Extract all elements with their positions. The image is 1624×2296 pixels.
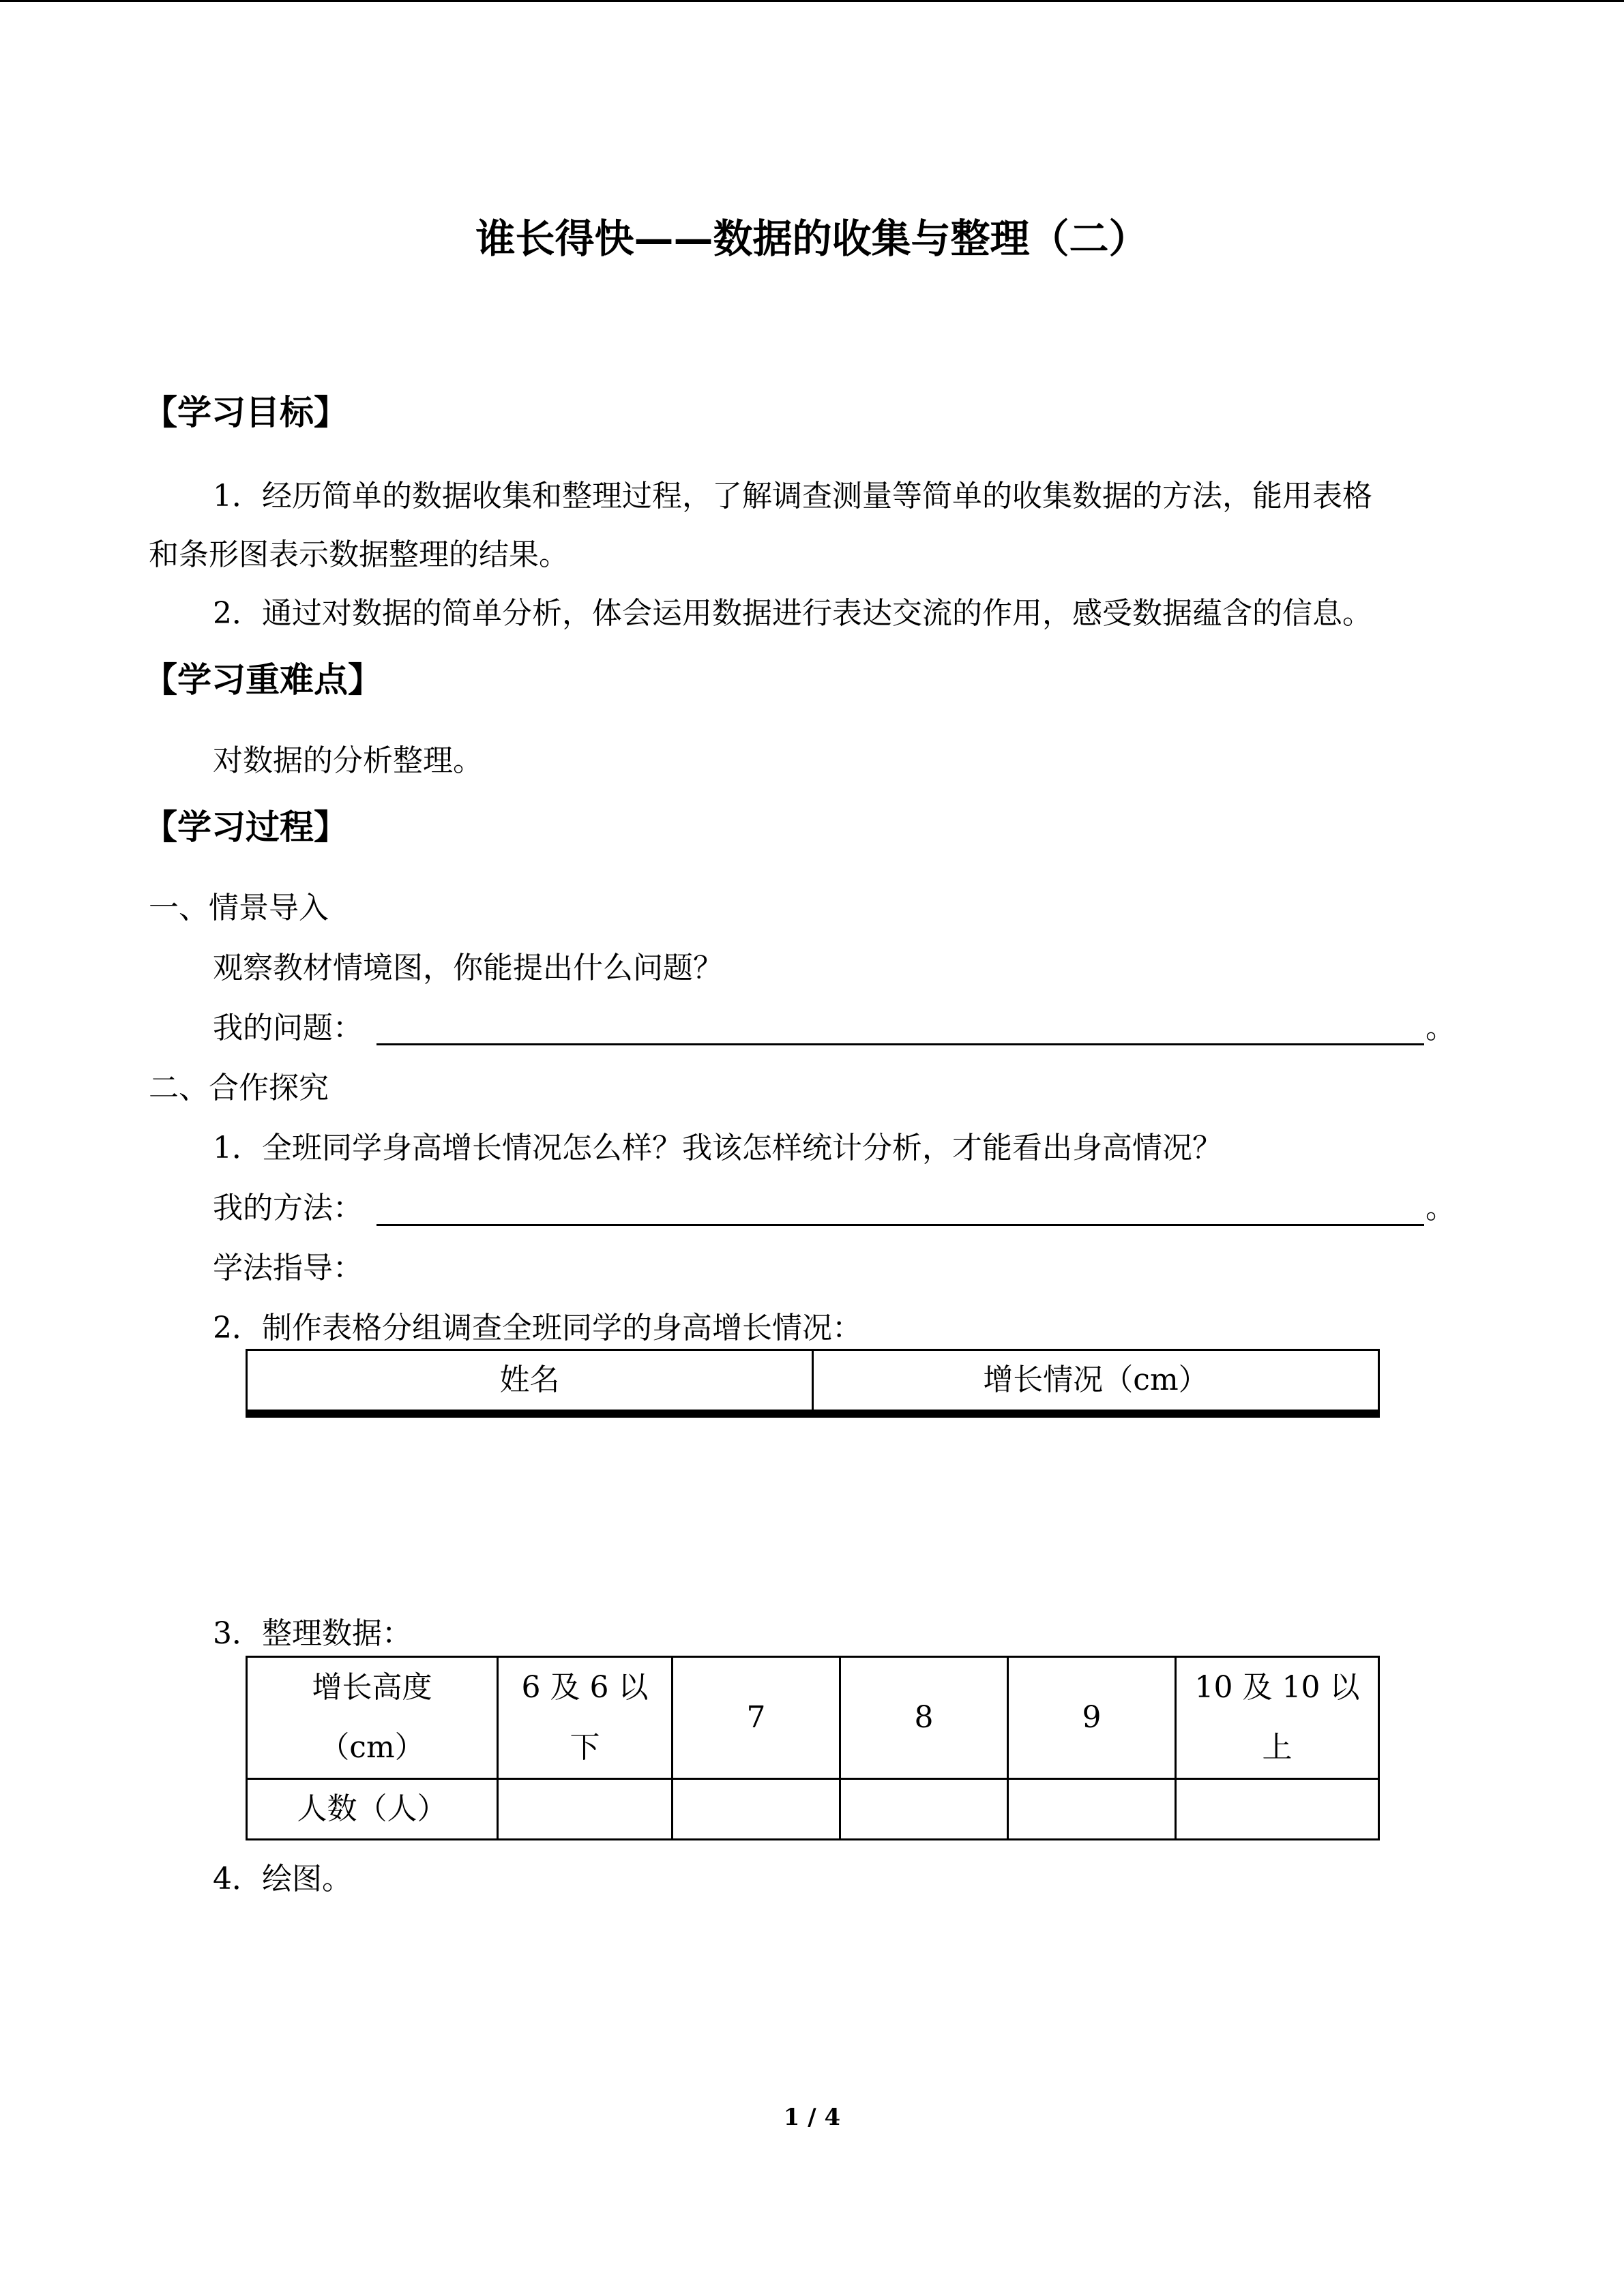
survey-cell-growth[interactable] [813,1415,1379,1417]
tally-count-cell[interactable] [498,1779,673,1840]
tally-header-col-1-line-1: 6 及 6 以 [521,1670,649,1705]
heading-objectives: 【学习目标】 [143,393,348,432]
tally-header-label [247,1657,498,1779]
tally-header-col-3: 8 [840,1657,1008,1779]
tally-count-cell[interactable] [1176,1779,1379,1840]
page-indicator: 1 / 4 [783,2104,841,2131]
table-row [247,1415,1379,1417]
tally-count-label: 人数（人） [247,1779,498,1840]
tally-header-col-5-line-2: 上 [1262,1730,1293,1765]
survey-table-header-row [247,1350,1379,1411]
top-border-rule [0,0,1624,2]
heading-key-points: 【学习重难点】 [143,660,382,700]
survey-table [246,1349,1380,1418]
tally-header-col-5 [1176,1657,1379,1779]
part2-question-1: 1．全班同学身高增长情况怎么样？我该怎样统计分析，才能看出身高情况？ [213,1131,1222,1165]
part2-question-4: 4．绘图。 [213,1862,352,1896]
tally-header-label-line-2: （cm） [319,1730,425,1765]
survey-cell-name[interactable] [247,1415,813,1417]
objective-1-line-2: 和条形图表示数据整理的结果。 [149,537,569,572]
method-label: 我的方法： [213,1191,363,1225]
tally-table-header-row [247,1657,1379,1779]
document-title: 谁长得快——数据的收集与整理（二） [475,215,1149,262]
key-points-text: 对数据的分析整理。 [213,743,483,778]
method-answer-blank[interactable] [377,1224,1424,1226]
tally-header-label-line-1: 增长高度 [312,1670,432,1705]
question-answer-blank[interactable] [377,1043,1424,1045]
tally-header-col-1-line-2: 下 [570,1730,600,1765]
study-guide-label: 学法指导： [213,1251,363,1285]
heading-process: 【学习过程】 [143,807,348,847]
part1-prompt: 观察教材情境图，你能提出什么问题？ [213,951,723,985]
tally-count-cell[interactable] [673,1779,840,1840]
objective-1-line-1: 1．经历简单的数据收集和整理过程，了解调查测量等简单的收集数据的方法，能用表格 [213,479,1372,513]
table-row [247,1779,1379,1840]
question-answer-end: 。 [1426,1011,1456,1045]
survey-header-growth: 增长情况（cm） [813,1350,1379,1411]
part2-title: 二、合作探究 [149,1071,329,1105]
tally-header-col-1 [498,1657,673,1779]
survey-header-name: 姓名 [247,1350,813,1411]
tally-count-cell[interactable] [1008,1779,1176,1840]
part2-question-3: 3．整理数据： [213,1616,412,1651]
objective-2: 2．通过对数据的简单分析，体会运用数据进行表达交流的作用，感受数据蕴含的信息。 [213,596,1372,631]
method-end: 。 [1426,1191,1456,1225]
tally-header-col-5-line-1: 10 及 10 以 [1194,1670,1360,1705]
tally-header-col-4: 9 [1008,1657,1176,1779]
question-answer-label: 我的问题： [213,1011,363,1045]
part2-question-2: 2．制作表格分组调查全班同学的身高增长情况： [213,1311,862,1345]
tally-count-cell[interactable] [840,1779,1008,1840]
tally-header-col-2: 7 [673,1657,840,1779]
part1-title: 一、情景导入 [149,891,329,925]
tally-table [246,1656,1380,1840]
